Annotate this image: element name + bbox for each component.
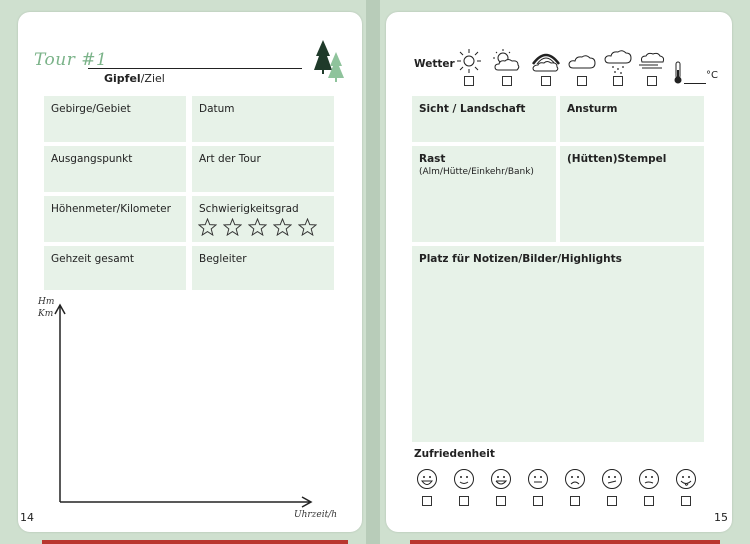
difficulty-stars	[198, 218, 317, 236]
laughing-face-icon	[416, 468, 438, 490]
field-difficulty: Schwierigkeitsgrad	[192, 196, 334, 242]
elevation-chart-axes[interactable]	[48, 302, 318, 512]
tour-title: Tour #1	[34, 50, 108, 70]
cloud-icon	[568, 50, 596, 72]
difficulty-star-icon[interactable]	[223, 218, 242, 236]
field-start[interactable]: Ausgangspunkt	[44, 146, 186, 192]
smiling-face-icon	[453, 468, 475, 490]
satisfaction-checkbox[interactable]	[422, 496, 432, 506]
satisfaction-label: Zufriedenheit	[414, 448, 495, 460]
satisfaction-checkbox[interactable]	[607, 496, 617, 506]
y-axis-label-hm: Hm	[38, 297, 55, 307]
field-region[interactable]: Gebirge/Gebiet	[44, 96, 186, 142]
weather-checkbox-rainbow[interactable]	[541, 76, 551, 86]
annoyed-face-icon	[601, 468, 623, 490]
right-page	[386, 12, 732, 532]
thermometer-icon	[672, 60, 684, 86]
difficulty-star-icon[interactable]	[248, 218, 267, 236]
field-notes[interactable]: Platz für Notizen/Bilder/Highlights	[412, 246, 704, 442]
weather-checkbox-sun[interactable]	[464, 76, 474, 86]
satisfaction-checkbox[interactable]	[570, 496, 580, 506]
sad-face-icon	[564, 468, 586, 490]
left-page	[18, 12, 362, 532]
x-axis-label: Uhrzeit/h	[294, 510, 338, 520]
temperature-line[interactable]	[684, 83, 706, 84]
satisfaction-checkbox[interactable]	[459, 496, 469, 506]
left-ribbon	[42, 540, 348, 544]
y-axis-label-km: Km	[38, 309, 54, 319]
difficulty-star-icon[interactable]	[198, 218, 217, 236]
grinning-face-icon	[490, 468, 512, 490]
field-crowds[interactable]: Ansturm	[560, 96, 704, 142]
wind-icon	[638, 50, 666, 72]
satisfaction-checkbox[interactable]	[496, 496, 506, 506]
field-visibility[interactable]: Sicht / Landschaft	[412, 96, 556, 142]
weather-checkbox-rain[interactable]	[613, 76, 623, 86]
trees-icon	[314, 38, 346, 84]
weather-checkbox-cloud[interactable]	[577, 76, 587, 86]
weather-checkbox-wind[interactable]	[647, 76, 657, 86]
field-date[interactable]: Datum	[192, 96, 334, 142]
summit-write-line[interactable]	[88, 68, 302, 69]
confused-face-icon	[638, 468, 660, 490]
rain-cloud-icon	[604, 48, 632, 76]
field-total-time[interactable]: Gehzeit gesamt	[44, 246, 186, 290]
field-elevation[interactable]: Höhenmeter/Kilometer	[44, 196, 186, 242]
rainbow-cloud-icon	[530, 48, 562, 74]
weather-checkbox-sun-cloud[interactable]	[502, 76, 512, 86]
page-number-right: 15	[714, 511, 728, 524]
tongue-face-icon	[675, 468, 697, 490]
neutral-face-icon	[527, 468, 549, 490]
page-number-left: 14	[20, 511, 34, 524]
sun-cloud-icon	[492, 48, 522, 74]
satisfaction-checkbox[interactable]	[533, 496, 543, 506]
right-ribbon	[410, 540, 720, 544]
difficulty-star-icon[interactable]	[273, 218, 292, 236]
field-rest[interactable]: Rast (Alm/Hütte/Einkehr/Bank)	[412, 146, 556, 242]
field-companions[interactable]: Begleiter	[192, 246, 334, 290]
field-stamp[interactable]: (Hütten)Stempel	[560, 146, 704, 242]
temperature-unit: °C	[706, 70, 718, 81]
weather-label: Wetter	[414, 58, 455, 70]
sun-icon	[456, 48, 482, 74]
satisfaction-checkbox[interactable]	[681, 496, 691, 506]
satisfaction-checkbox[interactable]	[644, 496, 654, 506]
field-tour-type[interactable]: Art der Tour	[192, 146, 334, 192]
summit-label: Gipfel/Ziel	[104, 72, 165, 85]
book-spine	[366, 0, 380, 544]
difficulty-star-icon[interactable]	[298, 218, 317, 236]
